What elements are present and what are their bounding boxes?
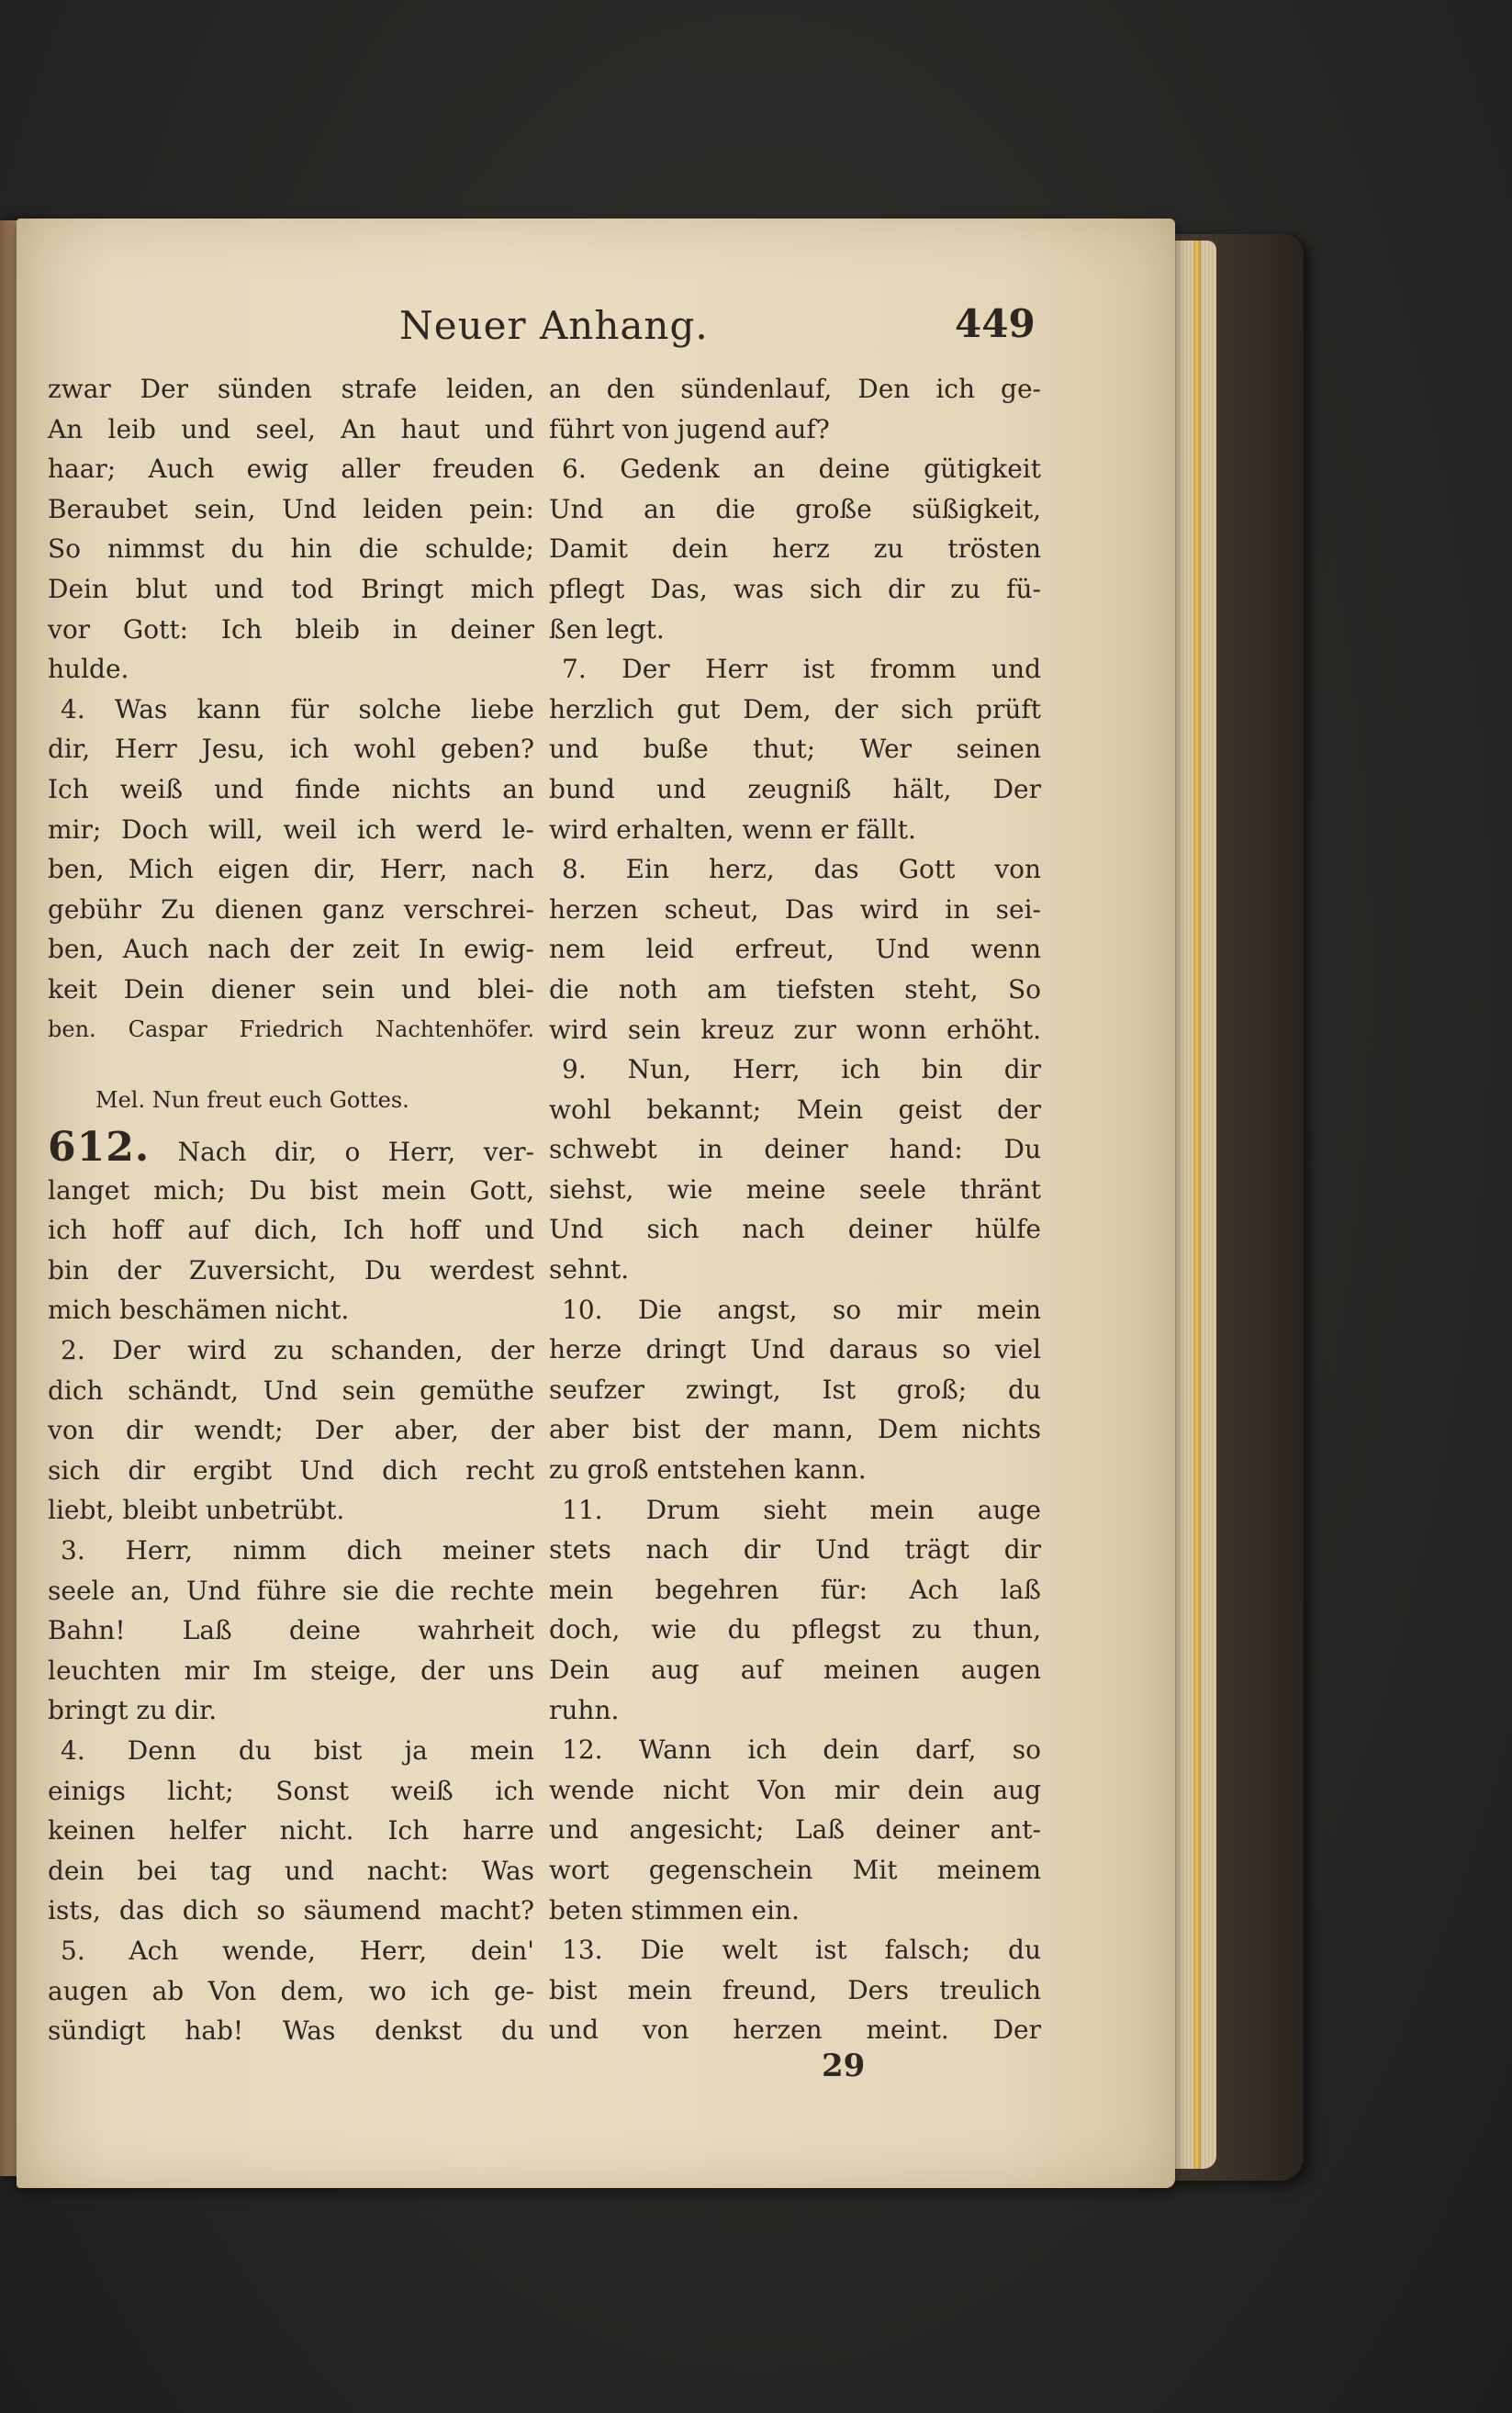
printer-signature-mark: 29 — [822, 2048, 866, 2084]
text-line: ruhn. — [549, 1694, 620, 1725]
text-line: liebt, bleibt unbetrübt. — [48, 1495, 345, 1526]
text-line: Und sich nach deiner hülfe — [549, 1214, 1041, 1245]
text-line: dir, Herr Jesu, ich wohl geben? — [48, 734, 534, 765]
text-line: sich dir ergibt Und dich recht — [48, 1454, 534, 1486]
text-line: Ich weiß und finde nichts an — [48, 773, 534, 804]
text-line: bund und zeugniß hält, Der — [549, 773, 1041, 804]
text-line: Damit dein herz zu trösten — [549, 533, 1041, 565]
verse-start-line: 2. Der wird zu schanden, der — [61, 1335, 534, 1366]
text-line: ich hoff auf dich, Ich hoff und — [48, 1215, 534, 1246]
text-line: Beraubet sein, Und leiden pein: — [48, 493, 534, 524]
text-line: leuchten mir Im steige, der uns — [48, 1655, 534, 1686]
text-line: mein begehren für: Ach laß — [549, 1574, 1041, 1605]
text-line: An leib und seel, An haut und — [48, 413, 534, 444]
text-line: herzen scheut, Das wird in sei- — [549, 893, 1041, 925]
text-line: haar; Auch ewig aller freuden — [48, 454, 534, 485]
verse-start-line: 8. Ein herz, das Gott von — [562, 854, 1041, 885]
text-line: die noth am tiefsten steht, So — [549, 973, 1041, 1004]
text-line: ists, das dich so säumend macht? — [48, 1895, 534, 1926]
hymn-opening: Nach dir, o Herr, ver- — [177, 1136, 534, 1167]
text-line: an den sündenlauf, Den ich ge- — [549, 374, 1041, 404]
text-line: ßen legt. — [549, 613, 665, 645]
text-line: siehst, wie meine seele thränt — [549, 1173, 1041, 1205]
text-line: Und an die große süßigkeit, — [549, 493, 1041, 524]
text-line: seele an, Und führe sie die rechte — [48, 1575, 534, 1606]
hymn-author: Caspar Friedrich Nachtenhöfer. — [128, 1016, 534, 1042]
text-line: mir; Doch will, weil ich werd le- — [48, 814, 534, 845]
verse-start-line: 13. Die welt ist falsch; du — [562, 1935, 1041, 1966]
text-line: augen ab Von dem, wo ich ge- — [48, 1975, 534, 2006]
text-line: herzlich gut Dem, der sich prüft — [549, 693, 1041, 724]
text-line: und buße thut; Wer seinen — [549, 734, 1041, 765]
text-line: Bahn! Laß deine wahrheit — [48, 1615, 534, 1646]
text-line: zu groß entstehen kann. — [549, 1454, 867, 1486]
text-line: doch, wie du pflegst zu thun, — [549, 1614, 1041, 1645]
text-line: von dir wendt; Der aber, der — [48, 1415, 534, 1446]
text-line: Dein blut und tod Bringt mich — [48, 573, 534, 604]
verse-start-line: 9. Nun, Herr, ich bin dir — [562, 1054, 1041, 1085]
text-line: ben, Auch nach der zeit In ewig- — [48, 934, 534, 965]
text-line: sehnt. — [549, 1254, 630, 1285]
text-line: wohl bekannt; Mein geist der — [549, 1094, 1041, 1125]
text-line: wort gegenschein Mit meinem — [549, 1854, 1041, 1885]
text-line: bin der Zuversicht, Du werdest — [48, 1254, 534, 1285]
text-line: bist mein freund, Ders treulich — [549, 1974, 1041, 2005]
text-line: stets nach dir Und trägt dir — [549, 1534, 1041, 1566]
text-line: und von herzen meint. Der — [549, 2015, 1041, 2046]
melody-note: Mel. Nun freut euch Gottes. — [95, 1087, 409, 1114]
running-title: Neuer Anhang. — [399, 303, 709, 348]
verse-start-line: 11. Drum sieht mein auge — [562, 1494, 1041, 1525]
text-line: mich beschämen nicht. — [48, 1295, 350, 1326]
page-number: 449 — [955, 301, 1036, 346]
text-line: schwebt in deiner hand: Du — [549, 1134, 1041, 1165]
author-attribution-line — [48, 1010, 534, 1050]
text-line: ben. — [48, 1016, 96, 1042]
verse-start-line: 4. Denn du bist ja mein — [61, 1735, 534, 1766]
verse-start-line: 12. Wann ich dein darf, so — [562, 1734, 1041, 1766]
text-line: nem leid erfreut, Und wenn — [549, 934, 1041, 965]
verse-start-line: 6. Gedenk an deine gütigkeit — [562, 454, 1041, 485]
text-line: wird erhalten, wenn er fällt. — [549, 814, 916, 845]
text-line: wende nicht Von mir dein aug — [549, 1774, 1041, 1805]
right-column — [549, 369, 1041, 2050]
gilt-page-edge — [1193, 241, 1201, 2169]
text-line: wird sein kreuz zur wonn erhöht. — [549, 1014, 1041, 1045]
text-line: keinen helfer nicht. Ich harre — [48, 1815, 534, 1846]
left-column — [48, 369, 534, 2051]
text-line: So nimmst du hin die schulde; — [48, 533, 534, 565]
text-line: bringt zu dir. — [48, 1695, 218, 1726]
text-line: herze dringt Und daraus so viel — [549, 1334, 1041, 1365]
text-line: einigs licht; Sonst weiß ich — [48, 1775, 534, 1806]
text-line: vor Gott: Ich bleib in deiner — [48, 613, 534, 645]
verse-start-line: 7. Der Herr ist fromm und — [562, 654, 1041, 685]
verse-start-line: 3. Herr, nimm dich meiner — [61, 1535, 534, 1566]
text-line: pflegt Das, was sich dir zu fü- — [549, 573, 1041, 604]
text-line: hulde. — [48, 654, 129, 685]
text-line: und angesicht; Laß deiner ant- — [549, 1814, 1041, 1846]
verse-start-line: 10. Die angst, so mir mein — [562, 1294, 1041, 1325]
verse-start-line: 4. Was kann für solche liebe — [61, 693, 534, 724]
hymn-number: 612. — [48, 1123, 151, 1171]
text-line: dein bei tag und nacht: Was — [48, 1855, 534, 1886]
text-line: beten stimmen ein. — [549, 1894, 800, 1925]
text-line: keit Dein diener sein und blei- — [48, 973, 534, 1004]
text-line: gebühr Zu dienen ganz verschrei- — [48, 893, 534, 925]
text-line: führt von jugend auf? — [549, 413, 830, 444]
text-line: zwar Der sünden strafe leiden, — [48, 374, 534, 404]
text-line: seufzer zwingt, Ist groß; du — [549, 1374, 1041, 1405]
text-line: ben, Mich eigen dir, Herr, nach — [48, 854, 534, 885]
text-line: dich schändt, Und sein gemüthe — [48, 1375, 534, 1406]
text-line: sündigt hab! Was denkst du — [48, 2015, 534, 2047]
text-line: aber bist der mann, Dem nichts — [549, 1414, 1041, 1445]
verse-start-line: 5. Ach wende, Herr, dein' — [61, 1935, 534, 1966]
hymn-first-line — [48, 1125, 534, 1171]
text-line: Dein aug auf meinen augen — [549, 1655, 1041, 1685]
text-line: langet mich; Du bist mein Gott, — [48, 1174, 534, 1206]
